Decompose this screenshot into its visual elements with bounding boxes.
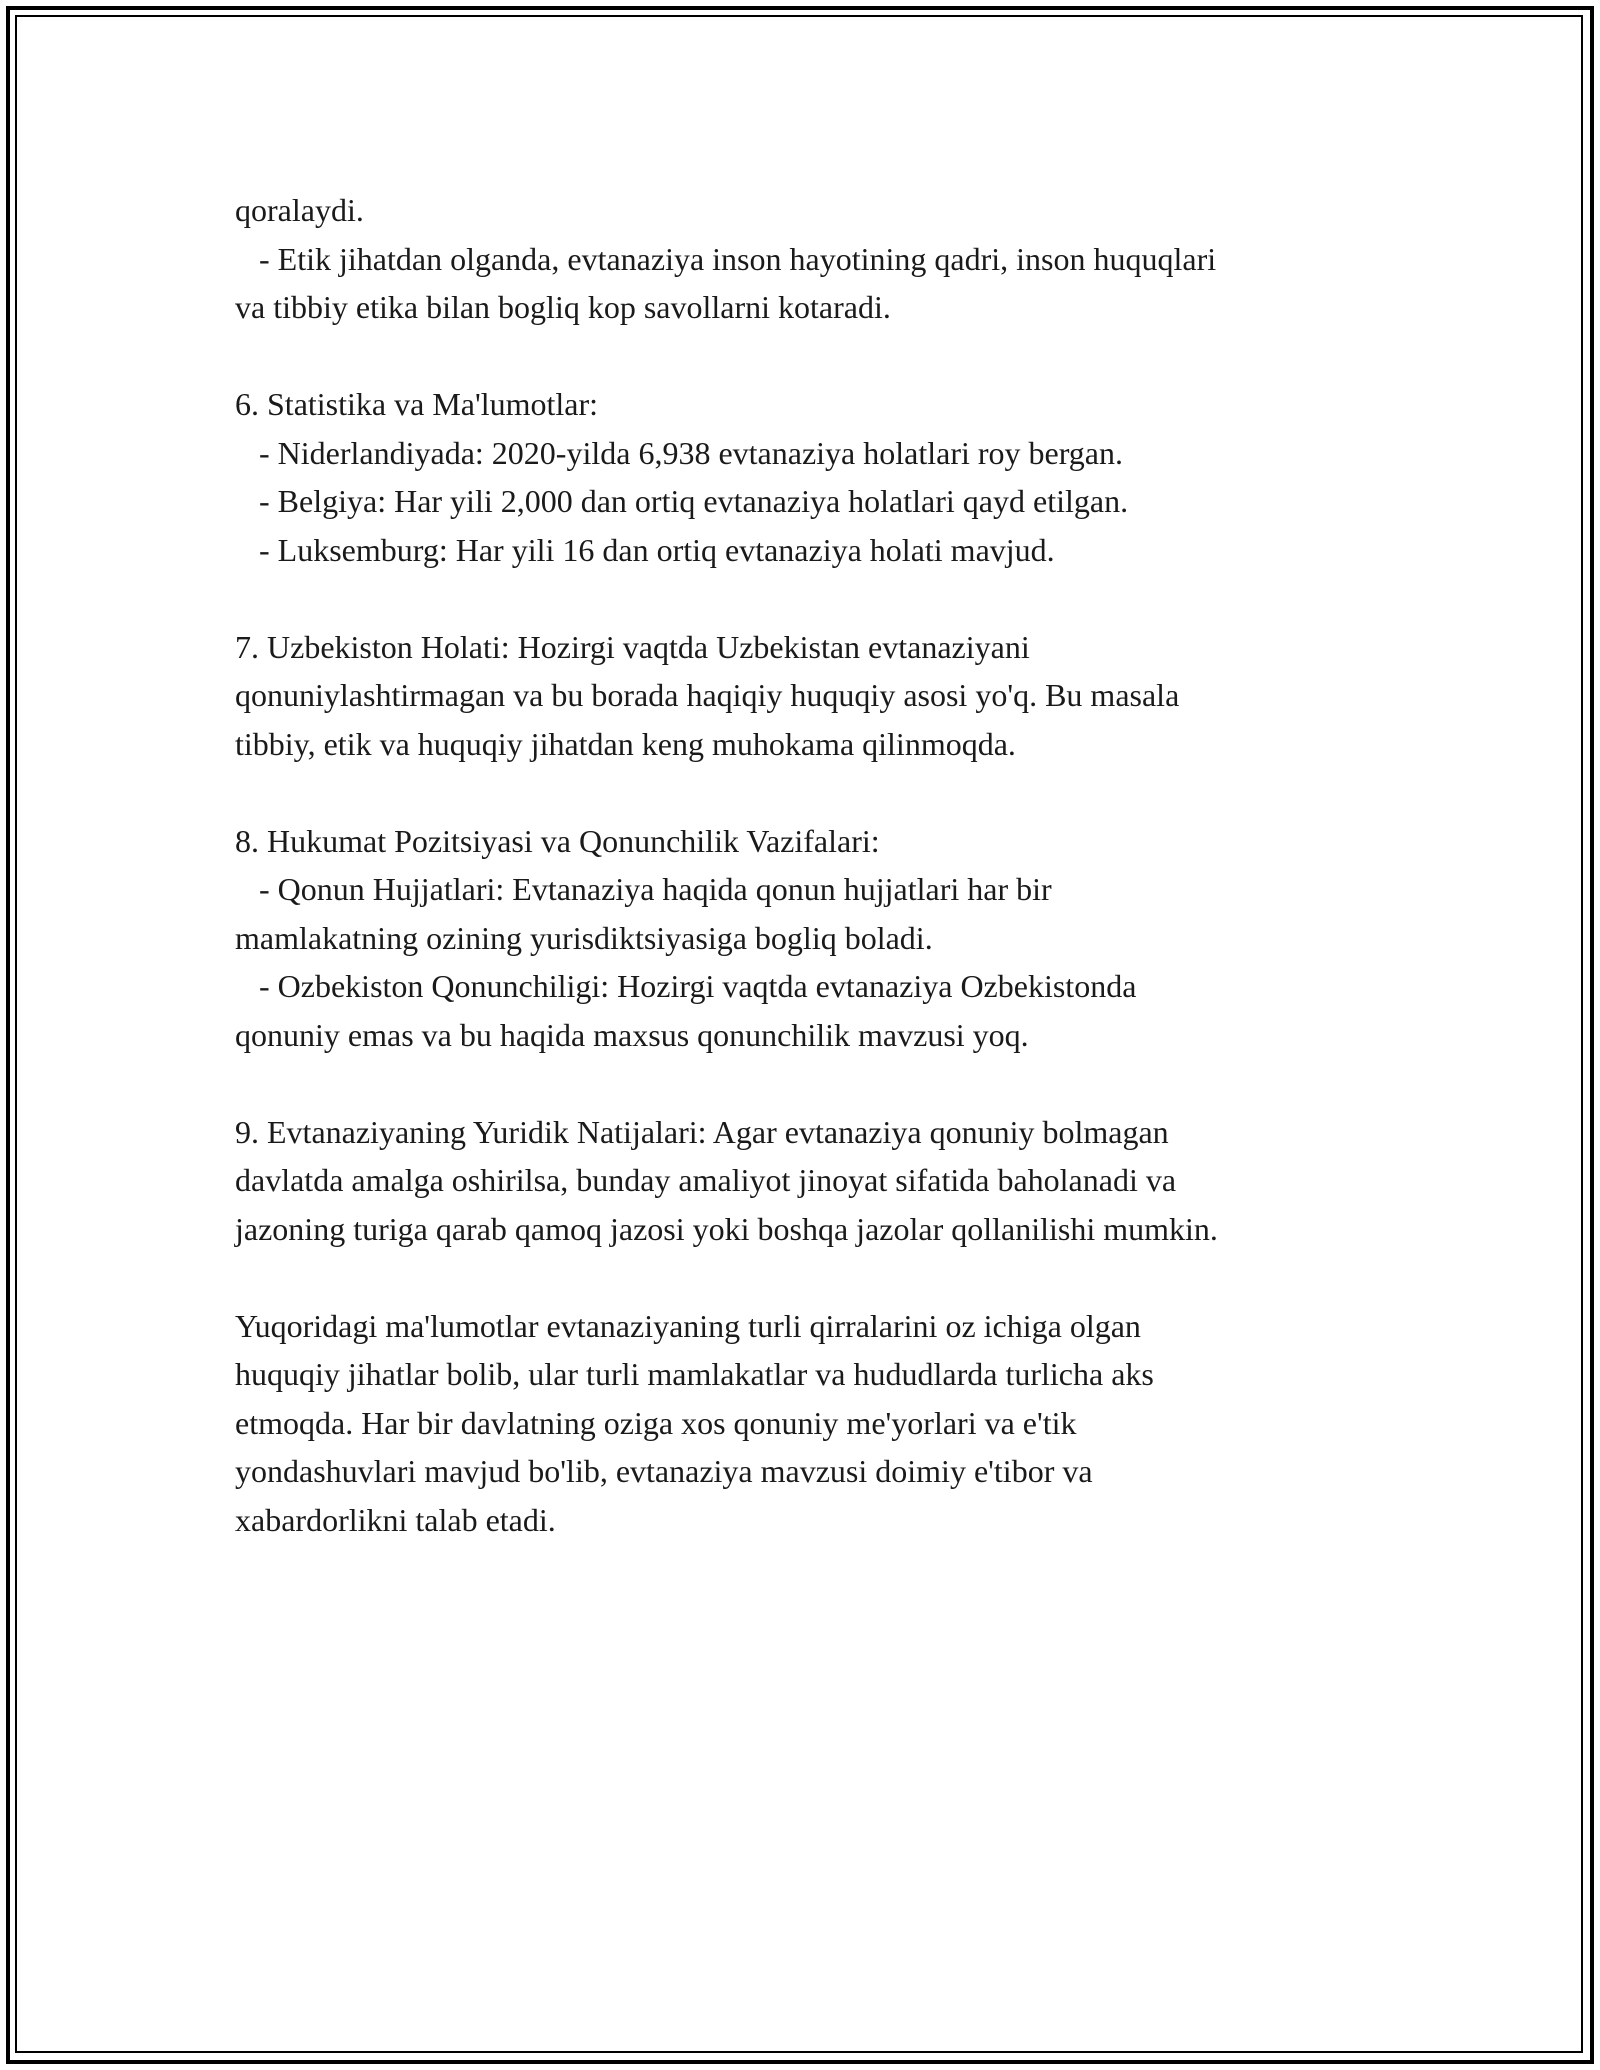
section-8-government [235, 817, 1375, 1060]
text-line: huquqiy jihatlar bolib, ular turli mamlakatlar va hududlarda turlicha aks [235, 1356, 1154, 1392]
section-heading: 6. Statistika va Ma'lumotlar: [235, 386, 599, 422]
section-heading: 8. Hukumat Pozitsiyasi va Qonunchilik Vazifalari: [235, 822, 880, 859]
list-item: - Belgiya: Har yili 2,000 dan ortiq evtanaziya holatlari qayd etilgan. [235, 483, 1129, 519]
section-7-uzbekistan [235, 623, 1375, 769]
ethics-continuation [235, 186, 1375, 332]
section-heading: 9. Evtanaziyaning Yuridik Natijalari: Agar evtanaziya qonuniy bolmagan [235, 1113, 1169, 1150]
paragraph-gap [235, 332, 1375, 381]
list-item: - Niderlandiyada: 2020-yilda 6,938 evtanaziya holatlari roy bergan. [235, 434, 1123, 471]
document-body [235, 186, 1375, 1544]
paragraph-gap [235, 768, 1375, 817]
section-6-statistics [235, 380, 1375, 574]
text-line: jazoning turiga qarab qamoq jazosi yoki boshqa jazolar qollanilishi mumkin. [235, 1210, 1218, 1247]
section-9-legal-consequences [235, 1108, 1375, 1254]
list-item: - Ozbekiston Qonunchiligi: Hozirgi vaqtda evtanaziya Ozbekistonda [235, 968, 1137, 1004]
paragraph-gap [235, 1059, 1375, 1108]
section-heading: 7. Uzbekiston Holati: Hozirgi vaqtda Uzbekistan evtanaziyani [235, 628, 1030, 665]
paragraph-gap [235, 1253, 1375, 1302]
conclusion [235, 1302, 1375, 1545]
text-line: - Etik jihatdan olganda, evtanaziya inson hayotining qadri, inson huquqlari [235, 240, 1217, 277]
paragraph-gap [235, 574, 1375, 623]
text-line: davlatda amalga oshirilsa, bunday amaliyot jinoyat sifatida baholanadi va [235, 1162, 1177, 1198]
text-line: qonuniy emas va bu haqida maxsus qonunchilik mavzusi yoq. [235, 1016, 1029, 1053]
text-line: qonuniylashtirmagan va bu borada haqiqiy huquqiy asosi yo'q. Bu masala [235, 677, 1180, 713]
text-line: va tibbiy etika bilan bogliq kop savollarni kotaradi. [235, 289, 891, 325]
text-line: tibbiy, etik va huquqiy jihatdan keng muhokama qilinmoqda. [235, 725, 1016, 762]
text-line: Yuqoridagi ma'lumotlar evtanaziyaning turli qirralarini oz ichiga olgan [235, 1307, 1141, 1344]
text-line: qoralaydi. [235, 192, 364, 228]
text-line: xabardorlikni talab etadi. [235, 1501, 556, 1538]
text-line: yondashuvlari mavjud bo'lib, evtanaziya mavzusi doimiy e'tibor va [235, 1453, 1093, 1489]
text-line: etmoqda. Har bir davlatning oziga xos qonuniy me'yorlari va e'tik [235, 1404, 1077, 1441]
list-item: - Qonun Hujjatlari: Evtanaziya haqida qonun hujjatlari har bir [235, 871, 1052, 907]
list-item: - Luksemburg: Har yili 16 dan ortiq evtanaziya holati mavjud. [235, 531, 1055, 568]
text-line: mamlakatning ozining yurisdiktsiyasiga bogliq boladi. [235, 919, 933, 956]
